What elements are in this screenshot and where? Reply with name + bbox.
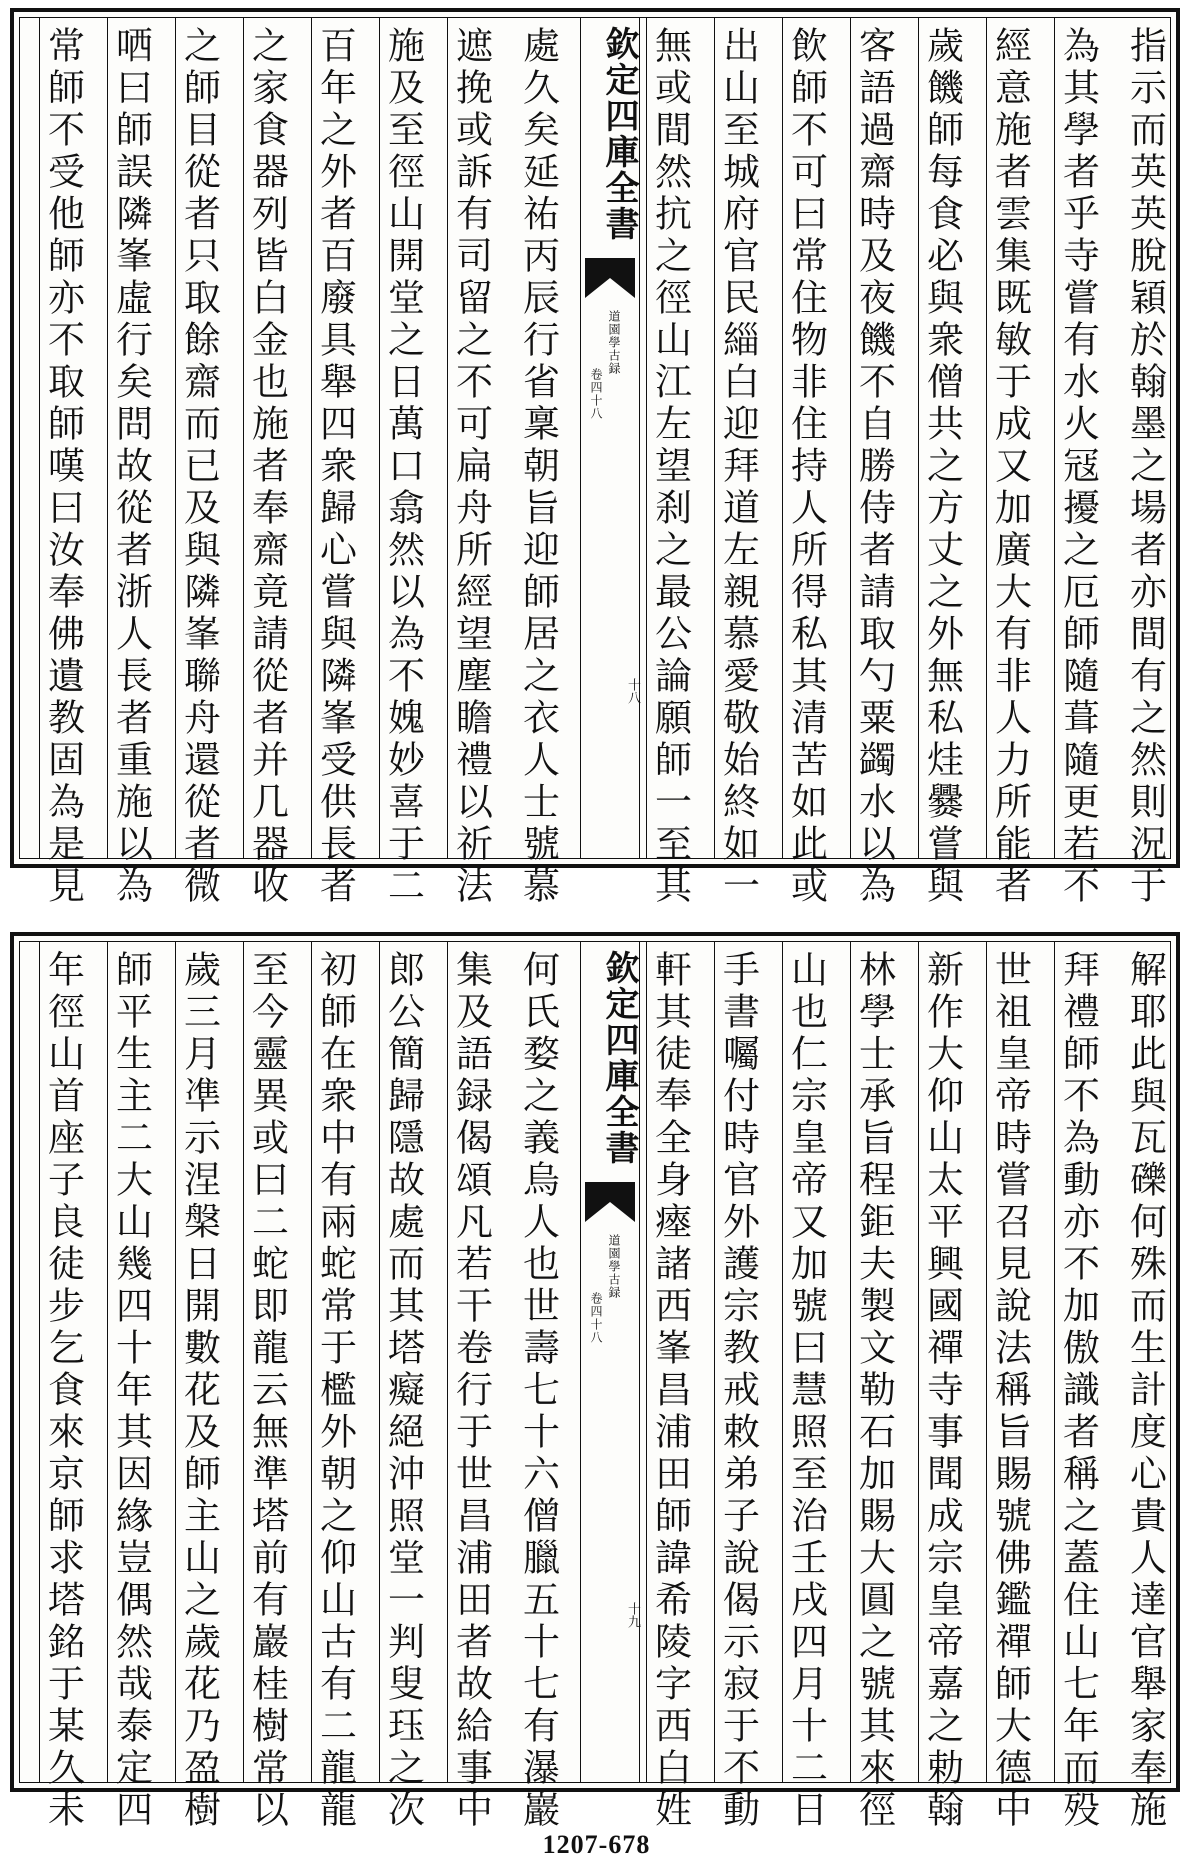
fishtail-mark	[585, 1182, 635, 1222]
volume-label: 卷四十八	[589, 1292, 603, 1344]
page-frame	[19, 17, 1171, 908]
text-column	[175, 18, 221, 908]
text-column	[1122, 18, 1167, 908]
column-text: 之家食器列皆白金也施者奉齋竟請從者并几器收	[245, 26, 289, 908]
column-text: 經意施者雲集既敏于成又加廣大有非人力所能者	[988, 26, 1032, 908]
text-column	[243, 942, 289, 1832]
page-frame	[19, 941, 1171, 1832]
book-title: 欽定四庫全書	[599, 26, 639, 242]
column-text: 集及語録偈頌凡若干卷行于世昌浦田者故給事中	[449, 950, 493, 1832]
text-column	[646, 18, 692, 908]
volume-label: 卷四十八	[589, 368, 603, 420]
text-column	[39, 18, 85, 908]
column-text: 初師在衆中有兩蛇常于檻外朝之仰山古有二龍龍	[313, 950, 357, 1832]
fishtail-mark	[585, 258, 635, 298]
column-text: 百年之外者百廢具舉四衆歸心嘗與隣峯受供長者	[313, 26, 357, 908]
text-column	[986, 942, 1032, 1832]
text-column	[918, 18, 964, 908]
column-text: 山也仁宗皇帝又加號曰慧照至治壬戌四月十二日	[784, 950, 828, 1832]
column-text: 客語過齋時及夜饑不自勝侍者請取勺粟蠲水以為	[852, 26, 896, 908]
text-column	[515, 18, 560, 908]
column-text: 飲師不可曰常住物非住持人所得私其清苦如此或	[784, 26, 828, 908]
column-text: 手書囑付時官外護宗教戒敕弟子說偈示寂于不動	[716, 950, 760, 1832]
text-column	[107, 942, 153, 1832]
text-column	[447, 18, 493, 908]
column-text: 施及至徑山開堂之日萬口翕然以為不媿妙喜于二	[381, 26, 425, 908]
text-column	[311, 942, 357, 1832]
page-number: 1207-678	[542, 1830, 651, 1859]
folio-number: 十八	[625, 678, 640, 704]
column-text: 林學士承旨程鉅夫製文勒石加賜大圓之號其來徑	[852, 950, 896, 1832]
text-column	[1054, 942, 1100, 1832]
column-text: 為其學者乎寺嘗有水火冦擾之厄師隨葺隨更若不	[1056, 26, 1100, 908]
column-text: 處久矣延祐丙辰行省稟朝旨迎師居之衣人士號慕	[516, 26, 560, 908]
center-fold	[580, 942, 640, 1782]
text-column	[243, 18, 289, 908]
text-column	[447, 942, 493, 1832]
column-text: 新作大仰山太平興國禪寺事聞成宗皇帝嘉之勅翰	[920, 950, 964, 1832]
text-column	[107, 18, 153, 908]
column-text: 出山至城府官民緇白迎拜道左親慕愛敬始終如一	[716, 26, 760, 908]
text-column	[311, 18, 357, 908]
text-column	[515, 942, 560, 1832]
column-text: 遮挽或訴有司留之不可扁舟所經望塵瞻禮以祈法	[449, 26, 493, 908]
text-column	[39, 942, 85, 1832]
column-text: 郎公簡歸隱故處而其塔癡絕沖照堂一判叟珏之次	[381, 950, 425, 1832]
column-text: 師平生主二大山幾四十年其因緣豈偶然哉泰定四	[109, 950, 153, 1832]
text-column	[986, 18, 1032, 908]
text-column	[918, 942, 964, 1832]
text-column	[850, 942, 896, 1832]
column-text: 拜禮師不為動亦不加傲識者稱之蓋住山七年而殁	[1056, 950, 1100, 1832]
text-column	[379, 942, 425, 1832]
text-column	[175, 942, 221, 1832]
book-title: 欽定四庫全書	[599, 950, 639, 1166]
book-subtitle: 道園學古録	[607, 310, 621, 375]
column-text: 哂曰師誤隣峯虛行矣問故從者浙人長者重施以為	[109, 26, 153, 908]
text-column	[782, 942, 828, 1832]
column-text: 至今靈異或曰二蛇即龍云無準塔前有巖桂樹常以	[245, 950, 289, 1832]
text-column	[1054, 18, 1100, 908]
column-text: 年徑山首座子良徒步乞食來京師求塔銘于某久未	[41, 950, 85, 1832]
book-page-bottom	[10, 932, 1180, 1832]
book-page-top	[10, 8, 1180, 908]
text-column	[646, 942, 692, 1832]
book-subtitle: 道園學古録	[607, 1234, 621, 1299]
column-text: 何氏婺之義烏人也世壽七十六僧臘五十七有瀑巖	[516, 950, 560, 1832]
column-text: 解耶此與瓦礫何殊而生計度心貴人達官舉家奉施	[1123, 950, 1167, 1832]
text-column	[850, 18, 896, 908]
text-column	[714, 18, 760, 908]
column-text: 之師目從者只取餘齋而已及與隣峯聯舟還從者微	[177, 26, 221, 908]
text-column	[782, 18, 828, 908]
column-text: 無或間然抗之徑山江左望刹之最公論願師一至其	[648, 26, 692, 908]
column-text: 指示而英英脫穎於翰墨之場者亦間有之然則況于	[1123, 26, 1167, 908]
column-text: 歲饑師每食必與衆僧共之方丈之外無私烓爨嘗與	[920, 26, 964, 908]
text-column	[1122, 942, 1167, 1832]
column-text: 軒其徒奉全身瘞諸西峯昌浦田師諱希陵字西白姓	[648, 950, 692, 1832]
folio-number: 十九	[625, 1602, 640, 1628]
text-column	[714, 942, 760, 1832]
column-text: 歲三月凖示涅槃日開數花及師主山之歲花乃盈樹	[177, 950, 221, 1832]
column-text: 常師不受他師亦不取師嘆曰汝奉佛遺教固為是見	[41, 26, 85, 908]
column-text: 世祖皇帝時嘗召見說法稱旨賜號佛鑑禪師大德中	[988, 950, 1032, 1832]
text-column	[379, 18, 425, 908]
center-fold	[580, 18, 640, 858]
